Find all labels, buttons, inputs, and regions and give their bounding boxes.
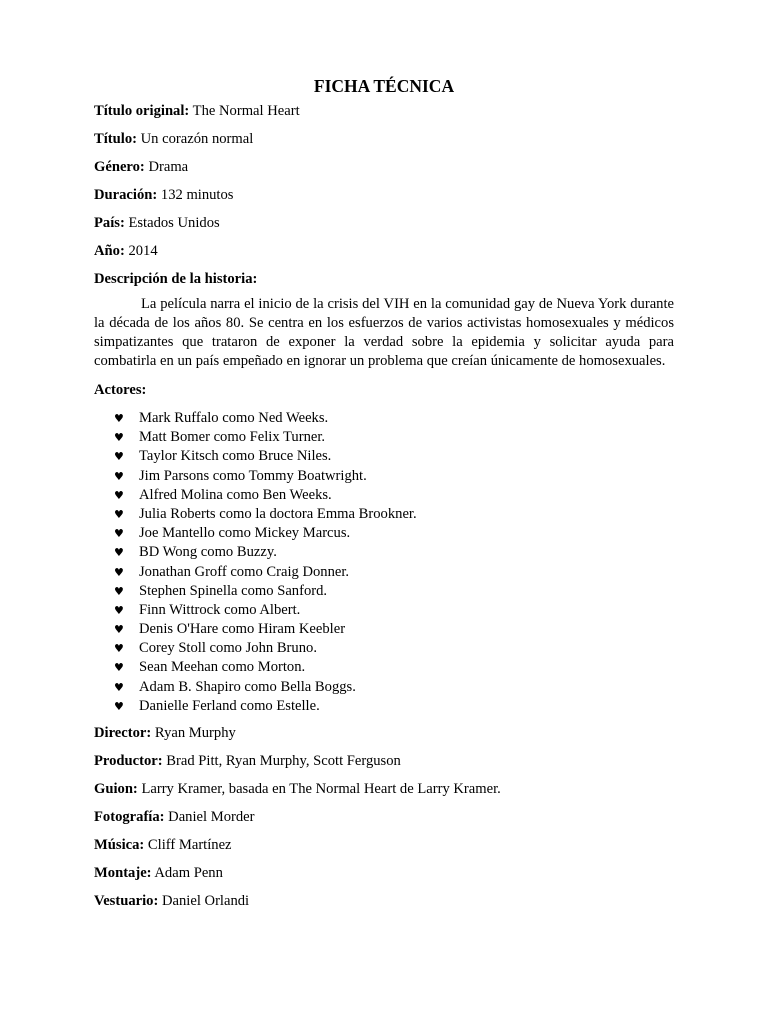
list-item (94, 601, 674, 620)
field-value: The Normal Heart (189, 103, 300, 119)
field-label: Música: (94, 837, 145, 853)
field-label: Montaje: (94, 865, 152, 881)
field-year (94, 242, 674, 261)
actor-name: Taylor Kitsch como Bruce Niles. (139, 448, 332, 465)
heart-bullet-icon: ♥ (114, 699, 124, 713)
list-item (94, 543, 674, 562)
heart-bullet-icon: ♥ (114, 603, 124, 617)
actor-name: Corey Stoll como John Bruno. (139, 640, 317, 657)
field-label: Vestuario: (94, 893, 159, 909)
document-page (94, 74, 674, 920)
list-item (94, 582, 674, 601)
list-item (94, 563, 674, 582)
actor-name: Julia Roberts como la doctora Emma Brookner. (139, 505, 417, 522)
field-value: Adam Penn (151, 865, 223, 881)
field-music (94, 836, 674, 855)
heart-bullet-icon: ♥ (114, 680, 124, 694)
field-label: Productor: (94, 753, 163, 769)
list-item (94, 409, 674, 428)
description-heading: Descripción de la historia: (94, 271, 258, 287)
field-label: Director: (94, 725, 152, 741)
actor-name: Joe Mantello como Mickey Marcus. (139, 525, 351, 542)
heart-bullet-icon: ♥ (114, 507, 124, 521)
actor-name: Adam B. Shapiro como Bella Boggs. (139, 678, 356, 695)
heart-bullet-icon: ♥ (114, 450, 124, 464)
actor-list (94, 409, 674, 716)
field-costume (94, 892, 674, 911)
field-value: Ryan Murphy (151, 725, 236, 741)
heart-bullet-icon: ♥ (114, 527, 124, 541)
field-value: Estados Unidos (124, 215, 220, 231)
field-label: Fotografía: (94, 809, 165, 825)
list-item (94, 697, 674, 716)
field-value: Brad Pitt, Ryan Murphy, Scott Ferguson (162, 753, 401, 769)
field-original-title (94, 102, 674, 121)
heart-bullet-icon: ♥ (114, 431, 124, 445)
field-label: Género: (94, 159, 145, 175)
actor-name: Jonathan Groff como Craig Donner. (139, 563, 350, 580)
actors-heading: Actores: (94, 382, 147, 398)
list-item (94, 620, 674, 639)
heart-bullet-icon: ♥ (114, 565, 124, 579)
heart-bullet-icon: ♥ (114, 546, 124, 560)
heart-bullet-icon: ♥ (114, 488, 124, 502)
actor-name: Denis O'Hare como Hiram Keebler (139, 621, 346, 638)
field-value: Daniel Orlandi (158, 893, 250, 909)
actor-name: Matt Bomer como Felix Turner. (139, 429, 326, 446)
heart-bullet-icon: ♥ (114, 469, 124, 483)
list-item (94, 486, 674, 505)
field-photography (94, 808, 674, 827)
field-duration (94, 186, 674, 205)
actor-name: Sean Meehan como Morton. (139, 659, 306, 676)
actor-name: Alfred Molina como Ben Weeks. (139, 486, 332, 503)
field-label: Guion: (94, 781, 138, 797)
list-item (94, 658, 674, 677)
field-value: Larry Kramer, basada en The Normal Heart de Larry Kramer. (137, 781, 501, 797)
field-producer (94, 752, 674, 771)
field-value: Drama (144, 159, 189, 175)
field-label: Título: (94, 131, 137, 147)
heart-bullet-icon: ♥ (114, 623, 124, 637)
field-value: 2014 (124, 243, 158, 259)
page-title: FICHA TÉCNICA (313, 76, 455, 96)
field-value: 132 minutos (157, 187, 234, 203)
actor-name: Stephen Spinella como Sanford. (139, 582, 328, 599)
field-country (94, 214, 674, 233)
heart-bullet-icon: ♥ (114, 661, 124, 675)
list-item (94, 505, 674, 524)
description-paragraph: La película narra el inicio de la crisis del VIH en la comunidad gay de Nueva York durante la década de los años 80. Se centra en los esfuerzos de varios activistas homosexuales y médicos simpatizantes que trataron de exponer la verdad sobre la epidemia y solicitar ayuda para combatirla en un país empeñado en ignorar un problema que creían únicamente de homosexuales. (94, 296, 674, 369)
field-screenplay (94, 780, 674, 799)
list-item (94, 639, 674, 658)
field-label: País: (94, 215, 125, 231)
heart-bullet-icon: ♥ (114, 584, 124, 598)
heart-bullet-icon: ♥ (114, 412, 124, 425)
field-value: Un corazón normal (136, 131, 254, 147)
list-item (94, 447, 674, 466)
list-item (94, 428, 674, 447)
field-title (94, 130, 674, 149)
field-label: Duración: (94, 187, 158, 203)
list-item (94, 678, 674, 697)
field-director (94, 724, 674, 743)
field-value: Daniel Morder (164, 809, 255, 825)
actor-name: BD Wong como Buzzy. (139, 544, 277, 561)
actor-name: Mark Ruffalo como Ned Weeks. (139, 410, 329, 426)
actor-name: Danielle Ferland como Estelle. (139, 697, 320, 714)
list-item (94, 524, 674, 543)
field-genre (94, 158, 674, 177)
list-item (94, 467, 674, 486)
field-label: Título original: (94, 103, 190, 119)
field-value: Cliff Martínez (144, 837, 232, 853)
actor-name: Jim Parsons como Tommy Boatwright. (139, 467, 367, 484)
field-editing (94, 864, 674, 883)
heart-bullet-icon: ♥ (114, 642, 124, 656)
field-label: Año: (94, 243, 125, 259)
actor-name: Finn Wittrock como Albert. (139, 601, 301, 618)
